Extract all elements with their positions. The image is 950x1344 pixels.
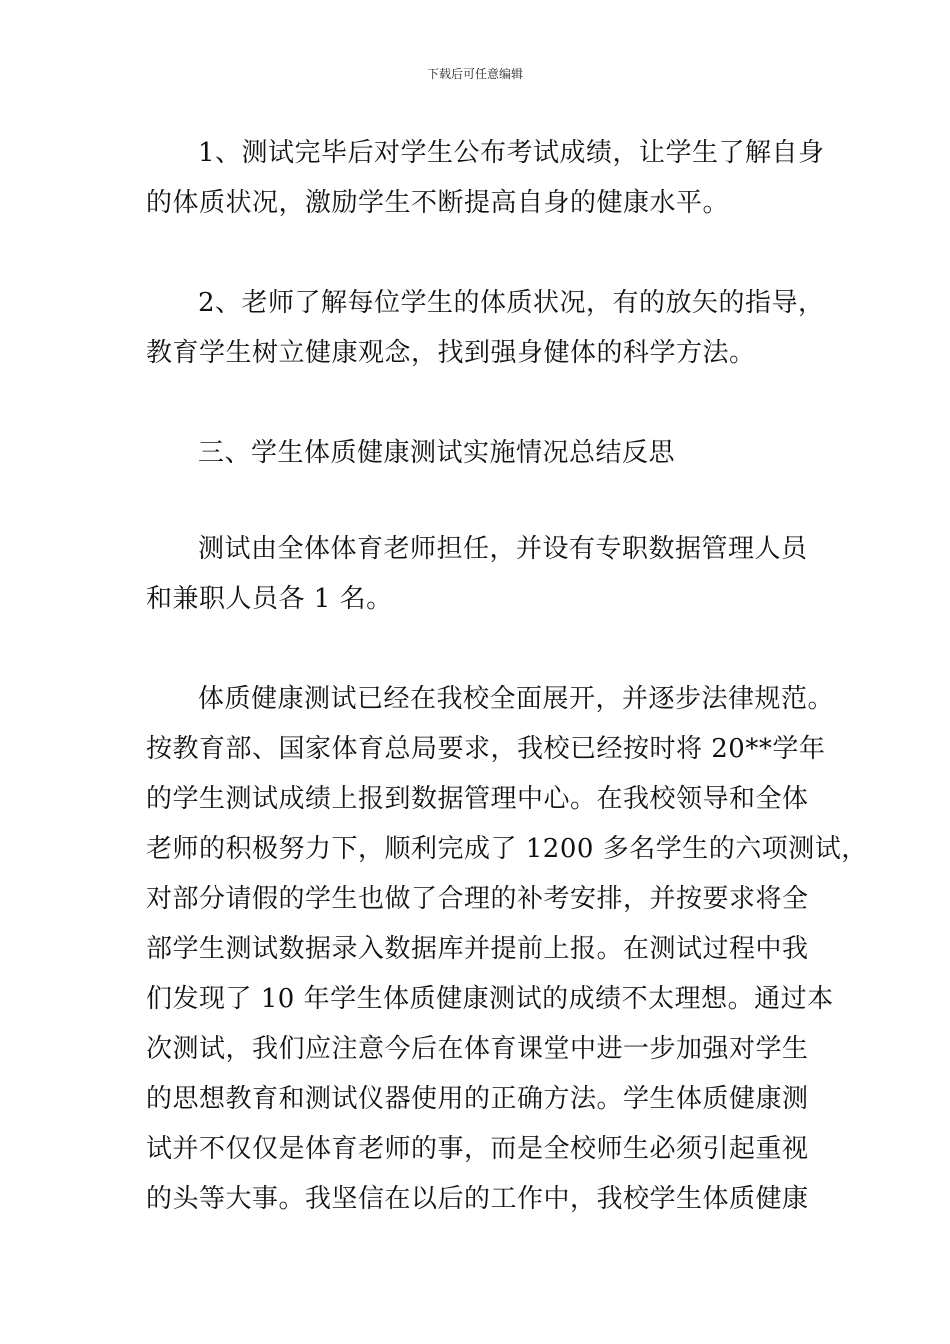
section-heading-3 (146, 428, 822, 478)
paragraph-1-line-2: 的体质状况，激励学生不断提高自身的健康水平。 (146, 188, 730, 218)
paragraph-3 (146, 524, 822, 624)
paragraph-2-line-1: 2、老师了解每位学生的体质状况，有的放矢的指导， (198, 288, 825, 318)
section-heading-3-text: 三、学生体质健康测试实施情况总结反思 (198, 438, 676, 468)
paragraph-4-line-11: 的头等大事。我坚信在以后的工作中，我校学生体质健康 (146, 1184, 809, 1214)
paragraph-4-line-1: 体质健康测试已经在我校全面展开，并逐步法律规范。 (198, 684, 835, 714)
paragraph-3-line-1: 测试由全体体育老师担任，并设有专职数据管理人员 (198, 534, 808, 564)
paragraph-4 (146, 674, 868, 1224)
document-body (146, 128, 868, 1274)
paragraph-4-line-8: 次测试，我们应注意今后在体育课堂中进一步加强对学生 (146, 1034, 809, 1064)
header-note: 下载后可任意编辑 (426, 67, 523, 81)
paragraph-4-line-3: 的学生测试成绩上报到数据管理中心。在我校领导和全体 (146, 784, 809, 814)
paragraph-2-line-2: 教育学生树立健康观念，找到强身健体的科学方法。 (146, 338, 756, 368)
paragraph-4-line-4: 老师的积极努力下，顺利完成了 1200 多名学生的六项测试， (146, 834, 868, 864)
paragraph-4-line-7: 们发现了 10 年学生体质健康测试的成绩不太理想。通过本 (146, 984, 834, 1014)
paragraph-2 (146, 278, 825, 378)
paragraph-4-line-6: 部学生测试数据录入数据库并提前上报。在测试过程中我 (146, 934, 809, 964)
paragraph-3-line-2: 和兼职人员各 1 名。 (146, 584, 393, 614)
paragraph-1 (146, 128, 825, 228)
paragraph-4-line-9: 的思想教育和测试仪器使用的正确方法。学生体质健康测 (146, 1084, 809, 1114)
paragraph-4-line-5: 对部分请假的学生也做了合理的补考安排，并按要求将全 (146, 884, 809, 914)
paragraph-1-line-1: 1、测试完毕后对学生公布考试成绩，让学生了解自身 (198, 138, 825, 168)
paragraph-4-line-2: 按教育部、国家体育总局要求，我校已经按时将 20**学年 (146, 734, 826, 764)
paragraph-4-line-10: 试并不仅仅是体育老师的事，而是全校师生必须引起重视 (146, 1134, 809, 1164)
